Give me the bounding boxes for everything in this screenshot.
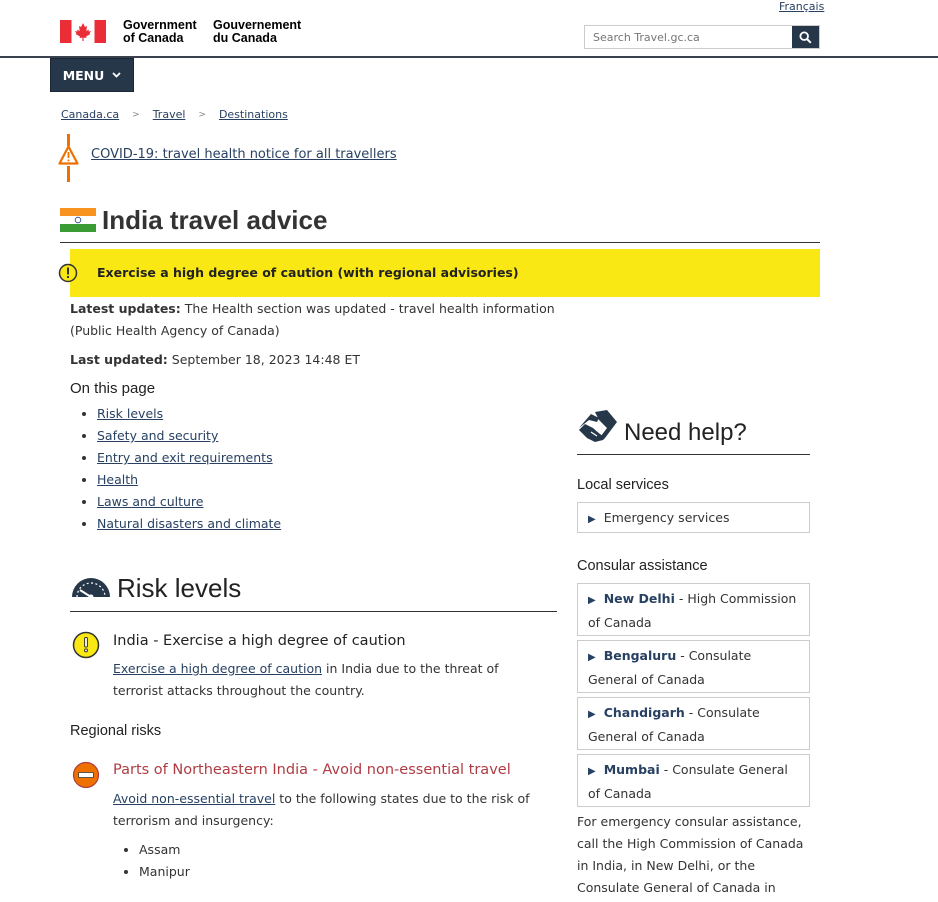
emergency-services-label: Emergency services <box>603 510 730 525</box>
consular-office-new-delhi[interactable] <box>577 583 810 636</box>
regional-risk-text: to the following states due to the risk of terrorism and insurgency: <box>113 791 530 828</box>
office-description: - Consulate General of Canada <box>588 648 752 687</box>
national-risk-text: in India due to the threat of terrorist attacks throughout the country. <box>113 661 499 698</box>
office-description: - Consulate General of Canada <box>588 705 760 744</box>
emergency-services-expander[interactable] <box>577 502 810 533</box>
consular-office-bengaluru[interactable] <box>577 640 810 693</box>
breadcrumb-link-travel[interactable]: Travel <box>152 108 186 121</box>
consular-office-mumbai[interactable] <box>577 754 810 807</box>
expand-triangle-icon: ▶ <box>588 595 596 606</box>
risk-levels-underline <box>70 611 557 612</box>
toc-link-health[interactable]: Health <box>97 472 139 487</box>
consular-office-chandigarh[interactable] <box>577 697 810 750</box>
advisory-alert-text: Exercise a high degree of caution (with regional advisories) <box>97 265 519 280</box>
on-this-page-heading: On this page <box>70 380 156 397</box>
header-divider <box>0 56 938 58</box>
list-item: • Assam <box>139 839 190 861</box>
expand-triangle-icon: ▶ <box>588 652 596 663</box>
canada-flag-icon[interactable] <box>60 20 106 43</box>
minus-circle-icon <box>72 761 100 789</box>
breadcrumb-link-canada[interactable]: Canada.ca <box>61 108 120 121</box>
exclamation-circle-icon <box>72 631 100 659</box>
expand-triangle-icon: ▶ <box>588 766 596 777</box>
office-city: Chandigarh <box>603 705 685 720</box>
risk-levels-heading: Risk levels <box>117 573 242 603</box>
breadcrumb <box>61 108 288 121</box>
breadcrumb-separator: > <box>198 109 206 120</box>
expand-triangle-icon: ▶ <box>588 709 596 720</box>
national-risk-title: India - Exercise a high degree of caution <box>113 633 406 649</box>
expand-triangle-icon: ▶ <box>588 514 596 525</box>
regional-risks-heading: Regional risks <box>70 723 162 739</box>
on-this-page-list <box>78 403 281 535</box>
warning-triangle-icon <box>58 145 79 165</box>
list-item <box>97 513 281 535</box>
handshake-icon <box>577 408 619 444</box>
toc-link-laws-culture[interactable]: Laws and culture <box>97 494 204 509</box>
page-title: India travel advice <box>102 205 328 235</box>
office-description: - High Commission of Canada <box>588 591 797 630</box>
local-services-heading: Local services <box>577 477 669 493</box>
search-box <box>584 25 820 49</box>
search-icon <box>799 31 812 44</box>
consular-assistance-heading: Consular assistance <box>577 558 708 574</box>
latest-updates-text: The Health section was updated - travel health information (Public Health Agency of Canada) <box>70 301 555 338</box>
list-item <box>97 491 281 513</box>
covid-notice-bar <box>67 166 70 182</box>
list-item <box>97 447 281 469</box>
office-city: Bengaluru <box>603 648 677 663</box>
signature-fr-line2: du Canada <box>213 31 277 45</box>
last-updated-label: Last updated: <box>70 352 168 367</box>
breadcrumb-link-destinations[interactable]: Destinations <box>218 108 288 121</box>
menu-button[interactable] <box>50 58 134 92</box>
last-updated-text: September 18, 2023 14:48 ET <box>171 352 361 367</box>
chevron-down-icon <box>112 72 121 78</box>
breadcrumb-separator: > <box>132 109 140 120</box>
avoid-non-essential-link[interactable]: Avoid non-essential travel <box>113 791 276 806</box>
states-list <box>120 839 190 883</box>
latest-updates <box>70 298 560 342</box>
list-item <box>97 469 281 491</box>
language-toggle-link[interactable]: Français <box>779 0 825 13</box>
signature-en-line1: Government <box>123 18 197 32</box>
high-caution-link[interactable]: Exercise a high degree of caution <box>113 661 323 676</box>
list-item: • Manipur <box>139 861 190 883</box>
government-of-canada-signature-en[interactable] <box>123 19 197 45</box>
search-button[interactable] <box>792 26 819 48</box>
search-input[interactable] <box>585 26 792 48</box>
menu-label: MENU <box>62 67 105 83</box>
office-city: Mumbai <box>603 762 660 777</box>
toc-link-entry-exit[interactable]: Entry and exit requirements <box>97 450 273 465</box>
toc-link-risk-levels[interactable]: Risk levels <box>97 406 164 421</box>
emergency-consular-note: For emergency consular assistance, call the High Commission of Canada in India, in New Delhi, or the Consulate General of Canada in <box>577 814 804 895</box>
need-help-underline <box>577 454 810 455</box>
list-item <box>97 403 281 425</box>
india-flag-icon <box>60 208 96 232</box>
signature-fr-line1: Gouvernement <box>213 18 302 32</box>
last-updated <box>70 349 360 371</box>
title-underline <box>60 242 820 243</box>
signature-en-line2: of Canada <box>123 31 184 45</box>
covid-notice-link[interactable]: COVID-19: travel health notice for all travellers <box>91 147 397 162</box>
need-help-heading: Need help? <box>624 419 747 446</box>
toc-link-safety[interactable]: Safety and security <box>97 428 219 443</box>
list-item <box>97 425 281 447</box>
office-city: New Delhi <box>603 591 675 606</box>
latest-updates-label: Latest updates: <box>70 301 181 316</box>
national-risk-description <box>113 658 533 702</box>
government-of-canada-signature-fr[interactable] <box>213 19 301 45</box>
regional-risk-description <box>113 788 543 832</box>
office-description: - Consulate General of Canada <box>588 762 788 801</box>
toc-link-natural-disasters[interactable]: Natural disasters and climate <box>97 516 282 531</box>
regional-risk-title: Parts of Northeastern India - Avoid non-essential travel <box>113 762 511 778</box>
gauge-icon <box>70 575 112 599</box>
exclamation-circle-icon <box>58 263 78 283</box>
